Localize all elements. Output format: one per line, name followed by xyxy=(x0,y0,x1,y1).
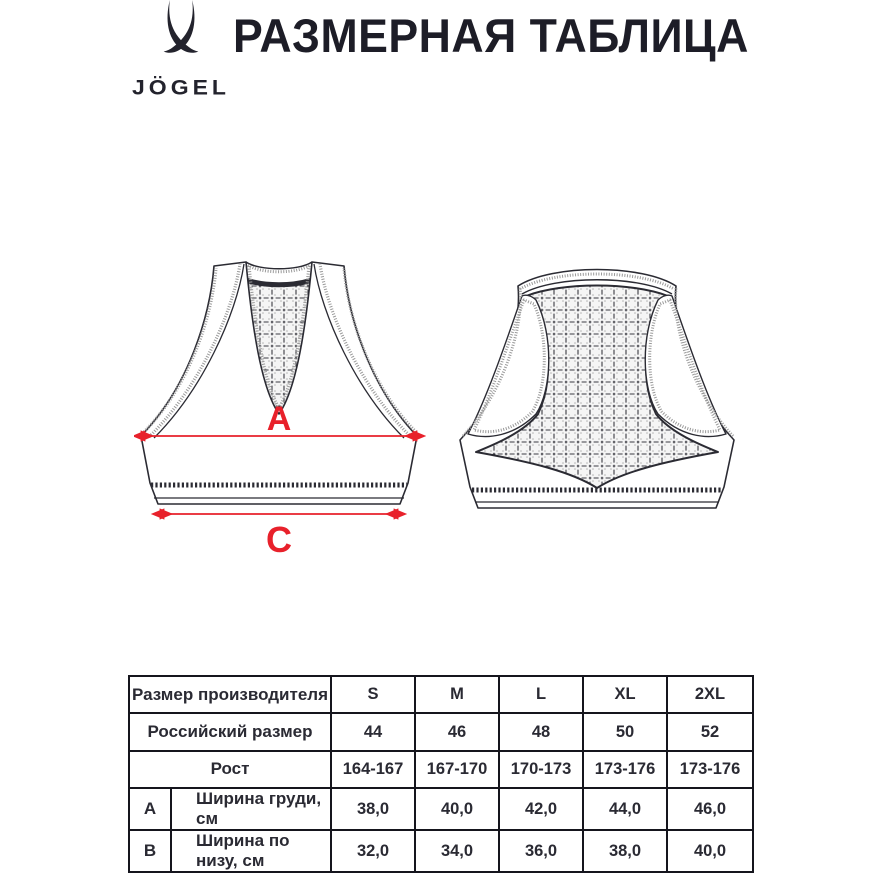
table-row-bottom-width xyxy=(129,830,753,872)
size-table xyxy=(128,675,754,873)
row-label-cell: Ширина груди, см xyxy=(171,788,331,830)
size-value-cell: S xyxy=(331,676,415,713)
size-value-cell: M xyxy=(415,676,499,713)
size-value-cell: 167-170 xyxy=(415,751,499,788)
row-label-cell: Рост xyxy=(129,751,331,788)
size-value-cell: 40,0 xyxy=(415,788,499,830)
table-row-russian-size xyxy=(129,713,753,750)
size-value-cell: 38,0 xyxy=(583,830,667,872)
jogel-logo-icon xyxy=(153,0,209,66)
size-value-cell: 40,0 xyxy=(667,830,753,872)
size-value-cell: 164-167 xyxy=(331,751,415,788)
row-label-cell: Размер производителя xyxy=(129,676,331,713)
size-value-cell: 50 xyxy=(583,713,667,750)
size-value-cell: 38,0 xyxy=(331,788,415,830)
brand-wordmark: JÖGEL xyxy=(132,75,230,99)
size-value-cell: 34,0 xyxy=(415,830,499,872)
table-row-manufacturer-size xyxy=(129,676,753,713)
size-value-cell: 52 xyxy=(667,713,753,750)
size-value-cell: 170-173 xyxy=(499,751,583,788)
measure-letter-cell: A xyxy=(129,788,171,830)
size-value-cell: 42,0 xyxy=(499,788,583,830)
measure-letter-cell: B xyxy=(129,830,171,872)
page-title: РАЗМЕРНАЯ ТАБЛИЦА xyxy=(233,9,749,62)
size-value-cell: 44,0 xyxy=(583,788,667,830)
size-value-cell: 2XL xyxy=(667,676,753,713)
size-value-cell: 46 xyxy=(415,713,499,750)
size-value-cell: 173-176 xyxy=(667,751,753,788)
row-label-cell: Российский размер xyxy=(129,713,331,750)
size-value-cell: 46,0 xyxy=(667,788,753,830)
size-value-cell: XL xyxy=(583,676,667,713)
table-row-chest-width xyxy=(129,788,753,830)
brand-logo xyxy=(126,0,236,101)
size-value-cell: 48 xyxy=(499,713,583,750)
size-value-cell: L xyxy=(499,676,583,713)
size-value-cell: 36,0 xyxy=(499,830,583,872)
size-value-cell: 44 xyxy=(331,713,415,750)
size-value-cell: 32,0 xyxy=(331,830,415,872)
table-row-height xyxy=(129,751,753,788)
measure-label-a: A xyxy=(266,400,292,438)
row-label-cell: Ширина по низу, см xyxy=(171,830,331,872)
measure-label-c: C xyxy=(266,519,292,560)
size-value-cell: 173-176 xyxy=(583,751,667,788)
bra-back-view-drawing xyxy=(452,256,744,524)
bra-front-view-drawing xyxy=(134,256,426,560)
